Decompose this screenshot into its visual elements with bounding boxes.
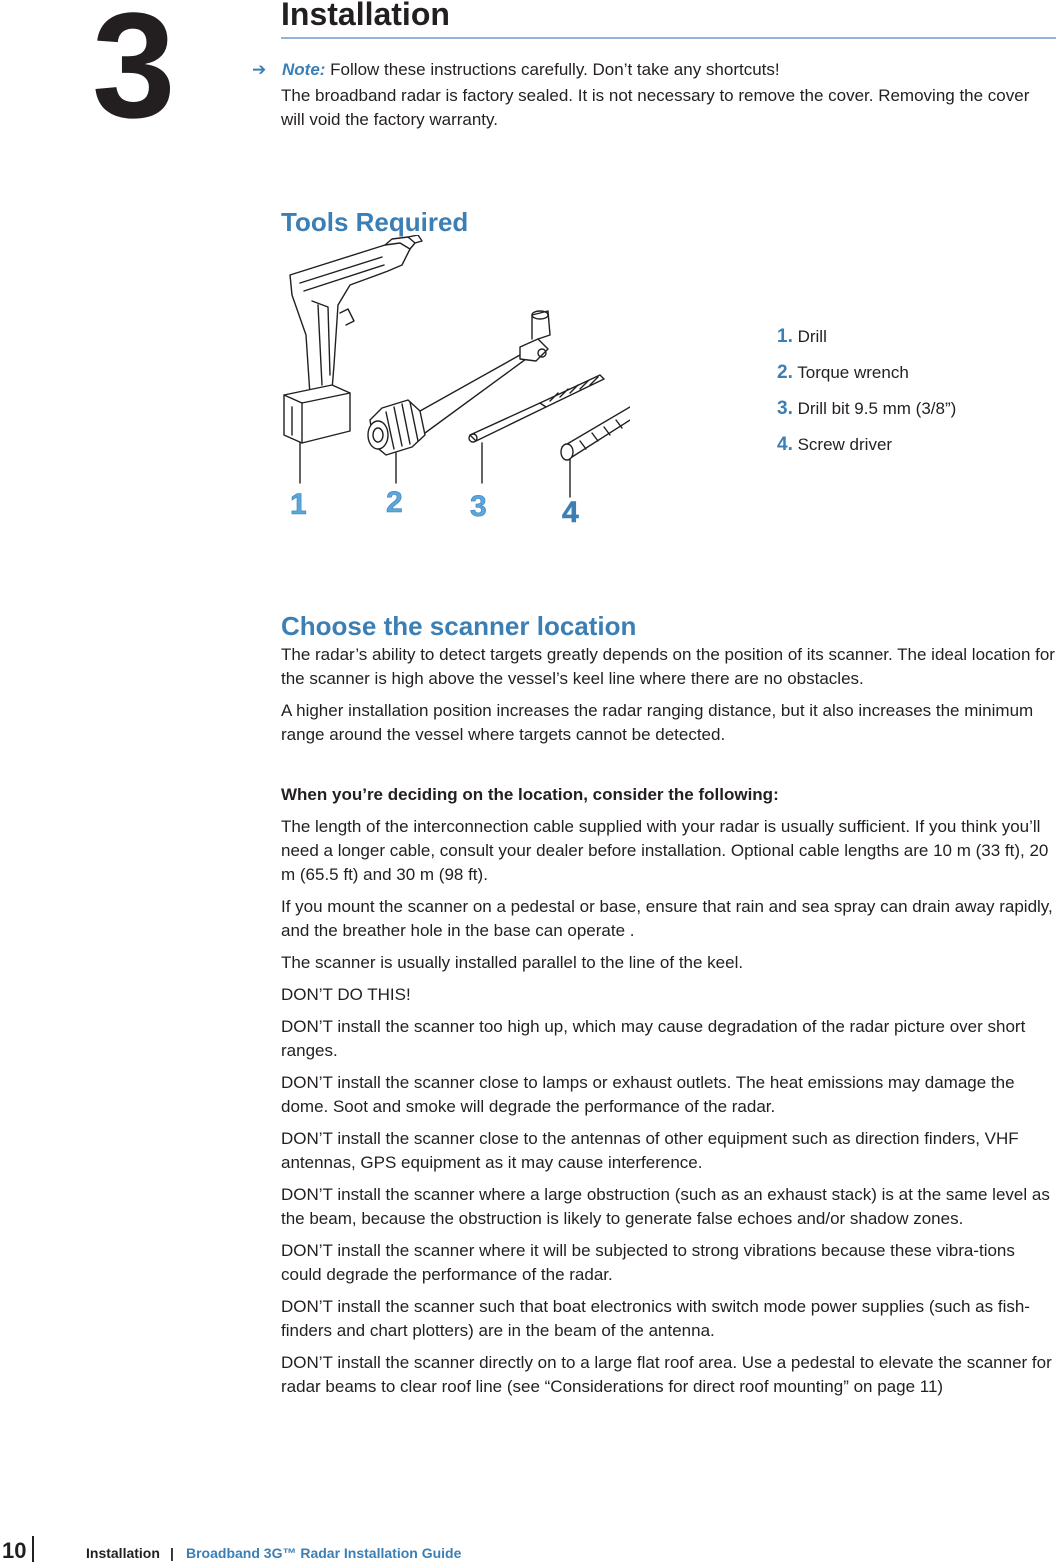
tool-list [777, 322, 956, 466]
note [252, 58, 1042, 82]
note-body: The broadband radar is factory sealed. It is not necessary to remove the cover. Removing the cover will void the factory warranty. [281, 86, 1030, 129]
drill-bit-illustration [469, 375, 604, 442]
footer-section: Installation [86, 1545, 160, 1561]
chapter-number: 3 [92, 0, 176, 149]
paragraph: DON’T install the scanner close to the antennas of other equipment such as direction finders, VHF antennas, GPS equipment as it may cause interference. [281, 1129, 1019, 1172]
tool-item-label: Torque wrench [797, 363, 909, 382]
footer-divider [32, 1536, 34, 1562]
paragraph: DON’T install the scanner such that boat electronics with switch mode power supplies (such as fish-finders and chart plotters) are in the beam of the antenna. [281, 1297, 1030, 1340]
tool-item-number: 2. [777, 362, 793, 383]
page-footer [0, 1538, 700, 1566]
tools-illustration [270, 235, 630, 530]
tool-item-label: Drill [797, 327, 827, 346]
page-number: 10 [2, 1538, 27, 1563]
location-heading: Choose the scanner location [281, 611, 637, 641]
paragraph: If you mount the scanner on a pedestal or base, ensure that rain and sea spray can drain away rapidly, and the breather hole in the base can operate . [281, 897, 1053, 940]
paragraph: The length of the interconnection cable supplied with your radar is usually sufficient. If you think you’ll need a longer cable, consult your dealer before installation. Optional cable lengths are 10 m (33 ft), 20 m (65.5 ft) and 30 m (98 ft). [281, 817, 1049, 884]
tool-item [777, 358, 956, 394]
note-label: Note: [282, 60, 326, 79]
location-content [281, 643, 1056, 1407]
footer-separator: | [170, 1545, 174, 1561]
tool-item [777, 394, 956, 430]
paragraph: DON’T install the scanner directly on to a large flat roof area. Use a pedestal to elevate the scanner for radar beams to clear roof line (see “Considerations for direct roof mounting” on page 11) [281, 1353, 1052, 1396]
paragraph: The radar’s ability to detect targets greatly depends on the position of its scanner. The ideal location for the scanner is high above the vessel’s keel line where there are no obstacles. [281, 645, 1055, 688]
figure-label-4: 4 [562, 496, 579, 529]
paragraph: DON’T install the scanner where a large obstruction (such as an exhaust stack) is at the same level as the beam, because the obstruction is likely to generate false echoes and/or shadow zones. [281, 1185, 1050, 1228]
tool-item-label: Screw driver [797, 435, 893, 454]
tool-item-number: 4. [777, 434, 793, 455]
paragraph: A higher installation position increases the radar ranging distance, but it also increases the minimum range around the vessel where targets cannot be detected. [281, 701, 1034, 744]
tool-item [777, 430, 956, 466]
tool-item-number: 1. [777, 326, 793, 347]
arrow-right-icon: ➔ [252, 60, 267, 79]
figure-label-3: 3 [470, 490, 487, 523]
tool-item [777, 322, 956, 358]
note-text: Follow these instructions carefully. Don’t take any shortcuts! [325, 60, 780, 79]
torque-wrench-illustration [368, 311, 550, 455]
footer-guide-title: Broadband 3G™ Radar Installation Guide [186, 1545, 462, 1561]
tool-item-number: 3. [777, 398, 793, 419]
title-rule [281, 37, 1056, 39]
paragraph: DON’T install the scanner close to lamps or exhaust outlets. The heat emissions may damage the dome. Soot and smoke will degrade the performance of the radar. [281, 1073, 1015, 1116]
screwdriver-illustration [561, 373, 630, 460]
tools-heading: Tools Required [281, 207, 469, 237]
figure-label-2: 2 [386, 486, 403, 519]
subheading: When you’re deciding on the location, consider the following: [281, 785, 779, 804]
paragraph: DON’T DO THIS! [281, 985, 411, 1004]
paragraph: The scanner is usually installed parallel to the line of the keel. [281, 953, 744, 972]
figure-label-1: 1 [290, 488, 307, 521]
tool-item-label: Drill bit 9.5 mm (3/8”) [797, 399, 957, 418]
page-title: Installation [281, 0, 450, 32]
paragraph: DON’T install the scanner too high up, which may cause degradation of the radar picture over short ranges. [281, 1017, 1026, 1060]
paragraph: DON’T install the scanner where it will be subjected to strong vibrations because these vibra-tions could degrade the performance of the radar. [281, 1241, 1015, 1284]
